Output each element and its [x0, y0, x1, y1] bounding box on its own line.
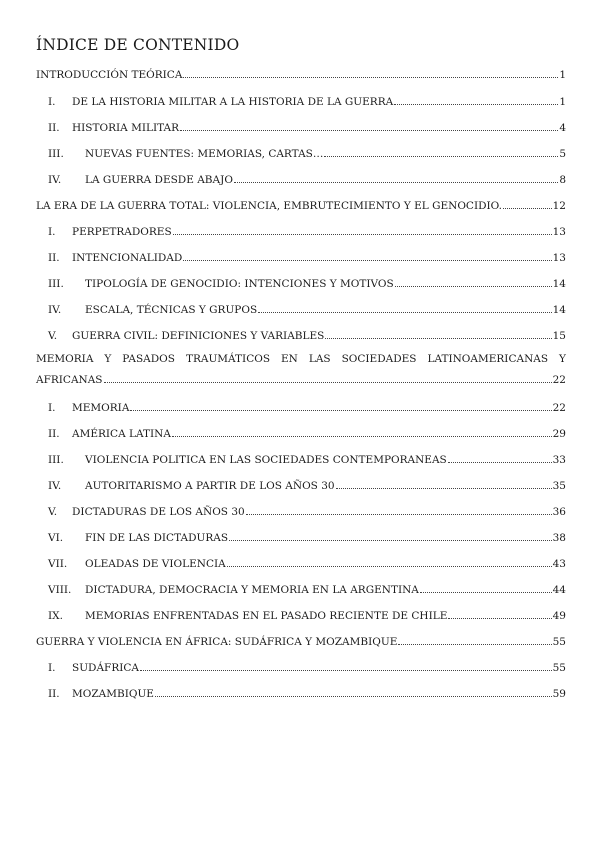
toc-title: GUERRA CIVIL: DEFINICIONES Y VARIABLES: [72, 330, 325, 342]
toc-title-word: TRAUMÁTICOS: [185, 353, 271, 365]
toc-entry-wrapped-line[interactable]: [36, 352, 566, 366]
toc-page-number: 15: [552, 330, 566, 342]
toc-page-number: 43: [552, 558, 566, 570]
toc-page-number: 1: [559, 96, 566, 108]
toc-entry[interactable]: [36, 250, 566, 264]
toc-number: V.: [48, 506, 58, 518]
toc-entry[interactable]: [36, 426, 566, 440]
toc-entry[interactable]: [36, 582, 566, 596]
toc-page-number: 14: [552, 304, 566, 316]
toc-leader: [183, 67, 558, 78]
toc-title-word: SOCIEDADES: [341, 353, 417, 365]
toc-leader: [448, 452, 552, 463]
toc-leader: [130, 400, 551, 411]
toc-leader: [395, 276, 552, 287]
toc-title-word: MEMORIA: [36, 353, 94, 365]
toc-title: MEMORIAS ENFRENTADAS EN EL PASADO RECIENTE DE CHILE: [85, 610, 448, 622]
toc-entry[interactable]: [36, 686, 566, 700]
toc-number: IV.: [48, 480, 62, 492]
toc-leader: [234, 172, 558, 183]
toc-entry[interactable]: [36, 67, 566, 81]
toc-leader: [104, 372, 552, 383]
toc-page-number: 4: [559, 122, 566, 134]
toc-entry[interactable]: [36, 400, 566, 414]
toc-leader: [448, 608, 551, 619]
toc-leader: [398, 634, 551, 645]
toc-page-number: 49: [552, 610, 566, 622]
toc-title: GUERRA Y VIOLENCIA EN ÁFRICA: SUDÁFRICA Y MOZAMBIQUE: [36, 636, 398, 648]
toc-page-number: 5: [559, 148, 566, 160]
toc-entry[interactable]: [36, 302, 566, 316]
toc-title-word: EN: [281, 353, 298, 365]
toc-number: IX.: [48, 610, 63, 622]
toc-number: II.: [48, 252, 60, 264]
toc-page-number: 55: [552, 662, 566, 674]
toc-page-number: 8: [559, 174, 566, 186]
toc-page-number: 14: [552, 278, 566, 290]
toc-title: MOZAMBIQUE: [72, 688, 154, 700]
toc-entry[interactable]: [36, 504, 566, 518]
toc-title: TIPOLOGÍA DE GENOCIDIO: INTENCIONES Y MOTIVOS: [85, 278, 394, 290]
toc-leader: [503, 198, 552, 209]
toc-number: II.: [48, 688, 60, 700]
toc-page-number: 1: [559, 69, 566, 81]
toc-number: V.: [48, 330, 58, 342]
toc-title: FIN DE LAS DICTADURAS: [85, 532, 229, 544]
toc-leader: [420, 582, 552, 593]
toc-entry[interactable]: [36, 276, 566, 290]
toc-leader: [325, 328, 551, 339]
toc-entry[interactable]: [36, 328, 566, 342]
toc-page-number: 13: [552, 252, 566, 264]
toc-number: I.: [48, 662, 56, 674]
toc-leader: [183, 250, 551, 261]
toc-page-number: 36: [552, 506, 566, 518]
toc-title: VIOLENCIA POLITICA EN LAS SOCIEDADES CONTEMPORANEAS: [85, 454, 447, 466]
toc-number: III.: [48, 454, 64, 466]
toc-number: VIII.: [48, 584, 72, 596]
toc-entry[interactable]: [36, 94, 566, 108]
toc-leader: [180, 120, 558, 131]
toc-number: VI.: [48, 532, 64, 544]
toc-page-number: 38: [552, 532, 566, 544]
toc-leader: [324, 146, 558, 157]
toc-title-word: Y: [559, 353, 566, 365]
toc-number: I.: [48, 402, 56, 414]
toc-number: I.: [48, 226, 56, 238]
toc-page-number: 22: [552, 402, 566, 414]
toc-number: II.: [48, 428, 60, 440]
toc-entry[interactable]: [36, 660, 566, 674]
toc-number: III.: [48, 278, 64, 290]
toc-title: SUDÁFRICA: [72, 662, 139, 674]
toc-number: III.: [48, 148, 64, 160]
toc-title: DICTADURAS DE LOS AÑOS 30: [72, 506, 245, 518]
toc-entry[interactable]: [36, 172, 566, 186]
toc-title: OLEADAS DE VIOLENCIA: [85, 558, 226, 570]
toc-page-number: 55: [552, 636, 566, 648]
toc-leader: [336, 478, 552, 489]
toc-page-number: 13: [552, 226, 566, 238]
toc-title: INTENCIONALIDAD: [72, 252, 183, 264]
toc-leader: [172, 426, 552, 437]
page-title: ÍNDICE DE CONTENIDO: [36, 36, 240, 54]
toc-title: AUTORITARISMO A PARTIR DE LOS AÑOS 30: [85, 480, 335, 492]
toc-leader: [258, 302, 551, 313]
toc-leader: [227, 556, 552, 567]
toc-title: MEMORIA: [72, 402, 130, 414]
toc-title: NUEVAS FUENTES: MEMORIAS, CARTAS…: [85, 148, 324, 160]
toc-title: INTRODUCCIÓN TEÓRICA: [36, 69, 183, 81]
toc-entry[interactable]: [36, 530, 566, 544]
toc-leader: [229, 530, 552, 541]
toc-number: II.: [48, 122, 60, 134]
toc-entry[interactable]: [36, 372, 566, 386]
toc-leader: [173, 224, 552, 235]
toc-title: ESCALA, TÉCNICAS Y GRUPOS: [85, 304, 258, 316]
toc-entry[interactable]: [36, 634, 566, 648]
toc-entry[interactable]: [36, 224, 566, 238]
toc-title: PERPETRADORES: [72, 226, 172, 238]
toc-number: VII.: [48, 558, 68, 570]
toc-title: LA ERA DE LA GUERRA TOTAL: VIOLENCIA, EMBRUTECIMIENTO Y EL GENOCIDIO.: [36, 200, 503, 212]
toc-page-number: 22: [552, 374, 566, 386]
toc-title-word: LAS: [308, 353, 331, 365]
toc-entry[interactable]: [36, 452, 566, 466]
toc-entry[interactable]: [36, 198, 566, 212]
toc-number: IV.: [48, 174, 62, 186]
toc-number: IV.: [48, 304, 62, 316]
toc-entry[interactable]: [36, 608, 566, 622]
toc-title: AFRICANAS: [36, 374, 103, 386]
toc-page-number: 33: [552, 454, 566, 466]
toc-title: LA GUERRA DESDE ABAJO: [85, 174, 233, 186]
toc-page-number: 12: [552, 200, 566, 212]
toc-title: HISTORIA MILITAR: [72, 122, 180, 134]
toc-page-number: 29: [552, 428, 566, 440]
toc-title-word: LATINOAMERICANAS: [427, 353, 549, 365]
toc-title-word: PASADOS: [122, 353, 175, 365]
toc-page-number: 35: [552, 480, 566, 492]
toc-page-number: 44: [552, 584, 566, 596]
toc-title: DE LA HISTORIA MILITAR A LA HISTORIA DE LA GUERRA: [72, 96, 394, 108]
toc-page-number: 59: [552, 688, 566, 700]
toc-entry[interactable]: [36, 146, 566, 160]
toc-entry[interactable]: [36, 478, 566, 492]
toc-leader: [140, 660, 552, 671]
toc-entry[interactable]: [36, 120, 566, 134]
toc-title-word: Y: [104, 353, 112, 365]
toc-leader: [246, 504, 552, 515]
toc-leader: [394, 94, 558, 105]
toc-title: DICTADURA, DEMOCRACIA Y MEMORIA EN LA ARGENTINA: [85, 584, 419, 596]
toc-leader: [155, 686, 552, 697]
toc-entry[interactable]: [36, 556, 566, 570]
toc-number: I.: [48, 96, 56, 108]
toc-title: AMÉRICA LATINA: [72, 428, 171, 440]
